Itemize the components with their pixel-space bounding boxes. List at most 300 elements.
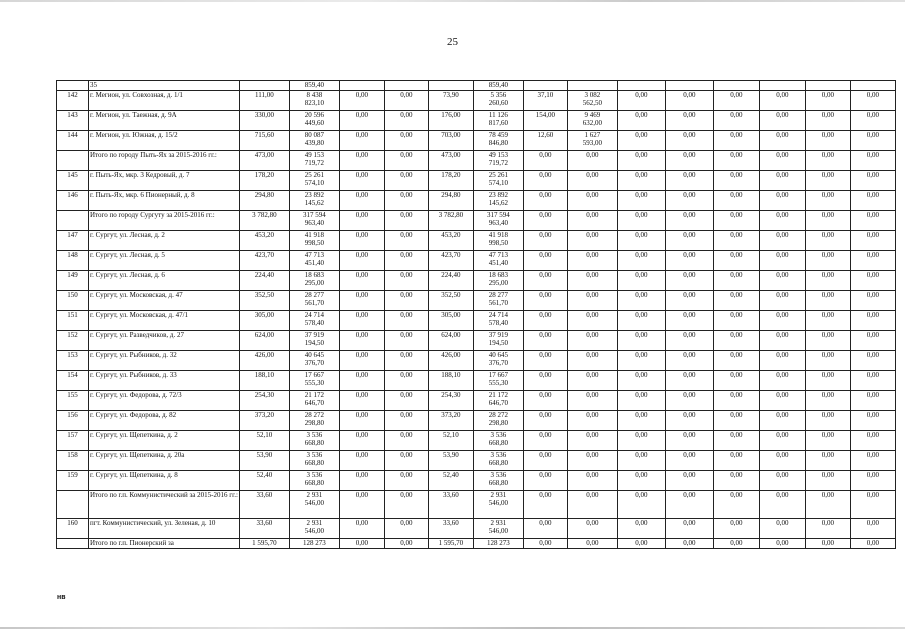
cost-cell-line: 3 536	[490, 431, 507, 439]
total-cost-cell-line: 298,80	[304, 419, 325, 427]
value-cell: 0,00	[339, 251, 384, 271]
value-cell: 0,00	[523, 431, 567, 451]
cost-cell	[473, 151, 523, 171]
value-cell: 0,00	[759, 111, 805, 131]
cost-cell	[567, 231, 617, 251]
value-cell: 0,00	[850, 311, 895, 331]
value-cell: 0,00	[665, 131, 713, 151]
cost-cell	[473, 251, 523, 271]
value-cell: 0,00	[759, 191, 805, 211]
cost-cell-line: 128 273	[487, 539, 510, 547]
value-cell: 0,00	[759, 491, 805, 519]
value-cell: 0,00	[850, 371, 895, 391]
value-cell: 0,00	[713, 371, 759, 391]
address-cell: г. Сургут, ул. Лесная, д. 6	[89, 271, 240, 291]
value-cell: 0,00	[523, 331, 567, 351]
cost-cell-line: 0,00	[586, 211, 599, 219]
cost-cell	[567, 471, 617, 491]
value-cell: 0,00	[523, 351, 567, 371]
value-cell: 0,00	[665, 371, 713, 391]
value-cell: 473,00	[428, 151, 473, 171]
value-cell: 0,00	[617, 519, 665, 539]
value-cell: 33,60	[428, 491, 473, 519]
footer-mark: нв	[57, 594, 66, 601]
table-row	[57, 171, 896, 191]
value-cell: 0,00	[384, 539, 428, 549]
address-cell: Итого по г.п. Пионерский за	[89, 539, 240, 549]
value-cell: 0,00	[713, 351, 759, 371]
total-cost-cell-line: 3 536	[306, 451, 323, 459]
cost-cell-line: 9 469	[584, 111, 601, 119]
cost-cell-line: 0,00	[586, 231, 599, 239]
value-cell	[805, 81, 850, 91]
value-cell: 0,00	[617, 311, 665, 331]
cost-cell	[567, 371, 617, 391]
total-cost-cell	[289, 211, 339, 231]
cost-cell	[567, 171, 617, 191]
cost-cell-line: 47 713	[488, 251, 509, 259]
value-cell: 0,00	[665, 331, 713, 351]
value-cell: 0,00	[384, 371, 428, 391]
total-cost-cell-line: 668,80	[304, 439, 325, 447]
total-cost-cell-line: 37 919	[304, 331, 325, 339]
value-cell: 0,00	[665, 431, 713, 451]
cost-cell	[473, 471, 523, 491]
total-cost-cell	[289, 431, 339, 451]
cost-cell-line: 668,80	[488, 439, 509, 447]
table-row	[57, 91, 896, 111]
total-cost-cell-line: 295,00	[304, 279, 325, 287]
table-row	[57, 111, 896, 131]
total-cost-cell-line: 451,40	[304, 259, 325, 267]
cost-cell	[567, 491, 617, 519]
cost-cell-line: 37 919	[488, 331, 509, 339]
cost-cell	[567, 351, 617, 371]
area-cell: 33,60	[239, 491, 289, 519]
value-cell: 0,00	[665, 231, 713, 251]
row-number-cell: 149	[57, 271, 89, 291]
table-row	[57, 251, 896, 271]
table-row	[57, 471, 896, 491]
page-number: 25	[447, 36, 458, 48]
table-row	[57, 191, 896, 211]
total-cost-cell-line: 646,70	[304, 399, 325, 407]
address-cell: г. Мегион, ул. Южная, д. 15/2	[89, 131, 240, 151]
value-cell: 0,00	[617, 91, 665, 111]
table-row	[57, 81, 896, 91]
value-cell: 0,00	[713, 91, 759, 111]
cost-cell	[567, 539, 617, 549]
area-cell: 53,90	[239, 451, 289, 471]
value-cell: 0,00	[805, 431, 850, 451]
cost-cell	[567, 251, 617, 271]
value-cell: 0,00	[850, 431, 895, 451]
area-cell: 188,10	[239, 371, 289, 391]
cost-cell-line: 2 931	[490, 519, 507, 527]
address-cell: г. Пыть-Ях, мкр. 3 Кедровый, д. 7	[89, 171, 240, 191]
value-cell: 0,00	[850, 519, 895, 539]
value-cell: 0,00	[759, 211, 805, 231]
cost-cell	[567, 151, 617, 171]
total-cost-cell	[289, 539, 339, 549]
value-cell: 0,00	[617, 171, 665, 191]
area-cell: 254,30	[239, 391, 289, 411]
value-cell: 0,00	[850, 271, 895, 291]
scan-edge-top	[0, 0, 905, 2]
address-cell: г. Мегион, ул. Таежная, д. 9А	[89, 111, 240, 131]
value-cell: 0,00	[713, 471, 759, 491]
value-cell: 0,00	[759, 471, 805, 491]
total-cost-cell	[289, 391, 339, 411]
value-cell: 0,00	[665, 471, 713, 491]
value-cell: 0,00	[713, 451, 759, 471]
value-cell: 0,00	[713, 291, 759, 311]
value-cell	[428, 81, 473, 91]
total-cost-cell-line: 2 931	[306, 491, 323, 499]
cost-cell	[473, 451, 523, 471]
value-cell: 0,00	[523, 519, 567, 539]
cost-cell-line: 0,00	[586, 451, 599, 459]
value-cell: 0,00	[850, 231, 895, 251]
value-cell: 0,00	[850, 251, 895, 271]
row-number-cell	[57, 211, 89, 231]
value-cell: 0,00	[713, 151, 759, 171]
row-number-cell: 145	[57, 171, 89, 191]
cost-cell-line: 3 536	[490, 471, 507, 479]
total-cost-cell-line: 23 892	[304, 191, 325, 199]
value-cell: 0,00	[850, 191, 895, 211]
cost-cell-line: 0,00	[586, 371, 599, 379]
total-cost-cell	[289, 371, 339, 391]
total-cost-cell-line: 3 536	[306, 471, 323, 479]
value-cell: 0,00	[850, 291, 895, 311]
total-cost-cell-line: 194,50	[304, 339, 325, 347]
value-cell: 0,00	[384, 491, 428, 519]
value-cell: 0,00	[759, 291, 805, 311]
value-cell: 0,00	[805, 451, 850, 471]
value-cell: 0,00	[805, 351, 850, 371]
cost-cell	[473, 91, 523, 111]
table-row	[57, 211, 896, 231]
total-cost-cell-line: 17 667	[304, 371, 325, 379]
value-cell: 0,00	[805, 231, 850, 251]
value-cell: 0,00	[759, 151, 805, 171]
cost-cell-line: 0,00	[586, 331, 599, 339]
row-number-cell: 146	[57, 191, 89, 211]
area-cell: 373,20	[239, 411, 289, 431]
address-cell: Итого по г.п. Коммунистический за 2015-2016 гг.:	[89, 491, 240, 519]
value-cell: 0,00	[384, 231, 428, 251]
value-cell: 0,00	[665, 519, 713, 539]
value-cell: 0,00	[339, 519, 384, 539]
row-number-cell: 159	[57, 471, 89, 491]
value-cell: 0,00	[523, 271, 567, 291]
value-cell: 0,00	[617, 251, 665, 271]
value-cell: 0,00	[384, 191, 428, 211]
value-cell: 0,00	[523, 491, 567, 519]
cost-cell-line: 0,00	[586, 151, 599, 159]
value-cell: 0,00	[713, 271, 759, 291]
table-row	[57, 151, 896, 171]
value-cell: 0,00	[617, 211, 665, 231]
address-cell: Итого по городу Сургуту за 2015-2016 гг.:	[89, 211, 240, 231]
cost-cell-line: 719,72	[488, 159, 509, 167]
total-cost-cell-line: 449,60	[304, 119, 325, 127]
value-cell: 0,00	[713, 311, 759, 331]
value-cell	[665, 81, 713, 91]
total-cost-cell	[289, 331, 339, 351]
cost-cell-line: 28 277	[488, 291, 509, 299]
value-cell: 0,00	[759, 371, 805, 391]
value-cell: 0,00	[665, 191, 713, 211]
value-cell: 0,00	[759, 251, 805, 271]
value-cell: 0,00	[713, 211, 759, 231]
value-cell: 0,00	[523, 191, 567, 211]
cost-cell	[567, 91, 617, 111]
value-cell: 176,00	[428, 111, 473, 131]
value-cell: 0,00	[805, 391, 850, 411]
address-cell: г. Сургут, ул. Щепеткина, д. 8	[89, 471, 240, 491]
cost-cell-line: 0,00	[586, 291, 599, 299]
value-cell: 0,00	[805, 311, 850, 331]
cost-cell	[567, 311, 617, 331]
table-row	[57, 311, 896, 331]
cost-cell-line: 0,00	[586, 519, 599, 527]
cost-cell-line: 145,62	[488, 199, 509, 207]
cost-cell-line: 0,00	[586, 491, 599, 499]
cost-cell	[473, 491, 523, 519]
cost-cell-line: 25 261	[488, 171, 509, 179]
cost-cell-line: 18 683	[488, 271, 509, 279]
area-cell: 624,00	[239, 331, 289, 351]
value-cell: 423,70	[428, 251, 473, 271]
value-cell: 0,00	[713, 411, 759, 431]
value-cell: 0,00	[759, 411, 805, 431]
cost-cell	[567, 331, 617, 351]
value-cell: 0,00	[339, 111, 384, 131]
value-cell: 0,00	[665, 271, 713, 291]
total-cost-cell-line: 719,72	[304, 159, 325, 167]
cost-cell	[567, 131, 617, 151]
value-cell: 0,00	[850, 131, 895, 151]
cost-cell	[473, 431, 523, 451]
total-cost-cell-line: 546,00	[304, 499, 325, 507]
value-cell: 0,00	[523, 391, 567, 411]
value-cell: 0,00	[339, 431, 384, 451]
scan-edge-bottom	[0, 627, 905, 629]
value-cell: 0,00	[384, 91, 428, 111]
value-cell: 0,00	[850, 211, 895, 231]
value-cell: 0,00	[339, 271, 384, 291]
area-cell: 352,50	[239, 291, 289, 311]
value-cell: 0,00	[339, 411, 384, 431]
value-cell: 0,00	[713, 231, 759, 251]
value-cell: 0,00	[759, 391, 805, 411]
value-cell	[384, 81, 428, 91]
value-cell: 0,00	[617, 491, 665, 519]
cost-cell-line: 646,70	[488, 399, 509, 407]
cost-cell-line: 668,80	[488, 479, 509, 487]
value-cell	[617, 81, 665, 91]
cost-cell-line: 632,00	[582, 119, 603, 127]
total-cost-cell-line: 18 683	[304, 271, 325, 279]
value-cell: 0,00	[665, 351, 713, 371]
value-cell: 0,00	[805, 331, 850, 351]
total-cost-cell-line: 376,70	[304, 359, 325, 367]
value-cell: 0,00	[617, 151, 665, 171]
cost-cell	[567, 191, 617, 211]
value-cell	[850, 81, 895, 91]
value-cell: 188,10	[428, 371, 473, 391]
value-cell: 0,00	[759, 519, 805, 539]
value-cell: 0,00	[384, 471, 428, 491]
row-number-cell: 152	[57, 331, 89, 351]
area-cell: 111,00	[239, 91, 289, 111]
row-number-cell: 158	[57, 451, 89, 471]
cost-cell-line: 298,80	[488, 419, 509, 427]
cost-cell-line: 0,00	[586, 471, 599, 479]
cost-cell	[567, 271, 617, 291]
value-cell: 0,00	[805, 371, 850, 391]
cost-cell-line: 562,50	[582, 99, 603, 107]
value-cell: 703,00	[428, 131, 473, 151]
cost-cell-line: 5 356	[490, 91, 507, 99]
value-cell: 0,00	[850, 111, 895, 131]
row-number-cell: 151	[57, 311, 89, 331]
value-cell: 0,00	[523, 451, 567, 471]
area-cell: 715,60	[239, 131, 289, 151]
cost-cell-line: 17 667	[488, 371, 509, 379]
value-cell: 0,00	[617, 539, 665, 549]
value-cell: 294,80	[428, 191, 473, 211]
row-number-cell: 156	[57, 411, 89, 431]
value-cell: 0,00	[713, 391, 759, 411]
value-cell: 0,00	[339, 191, 384, 211]
address-cell: пгт. Коммунистический, ул. Зеленая, д. 10	[89, 519, 240, 539]
total-cost-cell-line: 823,10	[304, 99, 325, 107]
value-cell: 0,00	[759, 91, 805, 111]
value-cell: 0,00	[617, 391, 665, 411]
table-row	[57, 391, 896, 411]
cost-cell	[473, 371, 523, 391]
value-cell: 0,00	[617, 331, 665, 351]
value-cell: 0,00	[384, 331, 428, 351]
value-cell: 0,00	[805, 471, 850, 491]
value-cell: 0,00	[850, 151, 895, 171]
area-cell: 426,00	[239, 351, 289, 371]
cost-cell-line: 260,60	[488, 99, 509, 107]
total-cost-cell-line: 578,40	[304, 319, 325, 327]
cost-cell	[567, 411, 617, 431]
area-cell: 224,40	[239, 271, 289, 291]
cost-cell-line: 0,00	[586, 431, 599, 439]
address-cell: г. Сургут, ул. Федорова, д. 72/3	[89, 391, 240, 411]
cost-cell	[473, 411, 523, 431]
value-cell: 0,00	[759, 331, 805, 351]
table-row	[57, 331, 896, 351]
value-cell: 0,00	[713, 111, 759, 131]
total-cost-cell-line: 28 272	[304, 411, 325, 419]
cost-cell-line: 963,40	[488, 219, 509, 227]
value-cell: 0,00	[665, 491, 713, 519]
row-number-cell	[57, 81, 89, 91]
area-cell: 178,20	[239, 171, 289, 191]
value-cell: 0,00	[523, 539, 567, 549]
value-cell: 0,00	[805, 291, 850, 311]
value-cell: 0,00	[665, 91, 713, 111]
cost-cell-line: 0,00	[586, 311, 599, 319]
cost-cell-line: 41 918	[488, 231, 509, 239]
value-cell: 0,00	[617, 451, 665, 471]
address-cell: 35	[89, 81, 240, 91]
row-number-cell: 157	[57, 431, 89, 451]
total-cost-cell-line: 80 087	[304, 131, 325, 139]
value-cell: 0,00	[617, 471, 665, 491]
value-cell: 0,00	[713, 171, 759, 191]
cost-cell	[473, 191, 523, 211]
cost-cell	[473, 311, 523, 331]
value-cell: 0,00	[850, 411, 895, 431]
cost-cell-line: 0,00	[586, 351, 599, 359]
value-cell: 0,00	[523, 291, 567, 311]
total-cost-cell-line: 555,30	[304, 379, 325, 387]
value-cell: 224,40	[428, 271, 473, 291]
table-row	[57, 371, 896, 391]
total-cost-cell-line: 128 273	[303, 539, 326, 547]
value-cell: 0,00	[805, 271, 850, 291]
total-cost-cell-line: 317 594	[303, 211, 326, 219]
cost-cell	[473, 539, 523, 549]
cost-cell-line: 0,00	[586, 391, 599, 399]
cost-cell	[473, 271, 523, 291]
total-cost-cell	[289, 451, 339, 471]
cost-cell	[567, 451, 617, 471]
cost-cell-line: 295,00	[488, 279, 509, 287]
value-cell: 0,00	[759, 271, 805, 291]
value-cell: 0,00	[617, 291, 665, 311]
cost-cell	[567, 519, 617, 539]
value-cell: 0,00	[665, 211, 713, 231]
row-number-cell: 148	[57, 251, 89, 271]
cost-cell	[473, 81, 523, 91]
value-cell: 0,00	[617, 371, 665, 391]
total-cost-cell	[289, 91, 339, 111]
row-number-cell	[57, 151, 89, 171]
table-row	[57, 539, 896, 549]
value-cell: 352,50	[428, 291, 473, 311]
cost-cell	[473, 131, 523, 151]
value-cell: 305,00	[428, 311, 473, 331]
value-cell: 0,00	[339, 471, 384, 491]
area-cell	[239, 81, 289, 91]
cost-cell-line: 23 892	[488, 191, 509, 199]
cost-cell	[567, 391, 617, 411]
row-number-cell	[57, 491, 89, 519]
address-cell: г. Сургут, ул. Московская, д. 47	[89, 291, 240, 311]
value-cell: 0,00	[617, 191, 665, 211]
total-cost-cell-line: 21 172	[304, 391, 325, 399]
cost-cell-line: 28 272	[488, 411, 509, 419]
value-cell: 0,00	[339, 151, 384, 171]
value-cell	[713, 81, 759, 91]
value-cell: 0,00	[805, 131, 850, 151]
value-cell: 0,00	[384, 131, 428, 151]
value-cell: 0,00	[523, 311, 567, 331]
value-cell: 0,00	[850, 171, 895, 191]
cost-cell-line: 998,50	[488, 239, 509, 247]
value-cell: 0,00	[850, 351, 895, 371]
area-cell: 453,20	[239, 231, 289, 251]
